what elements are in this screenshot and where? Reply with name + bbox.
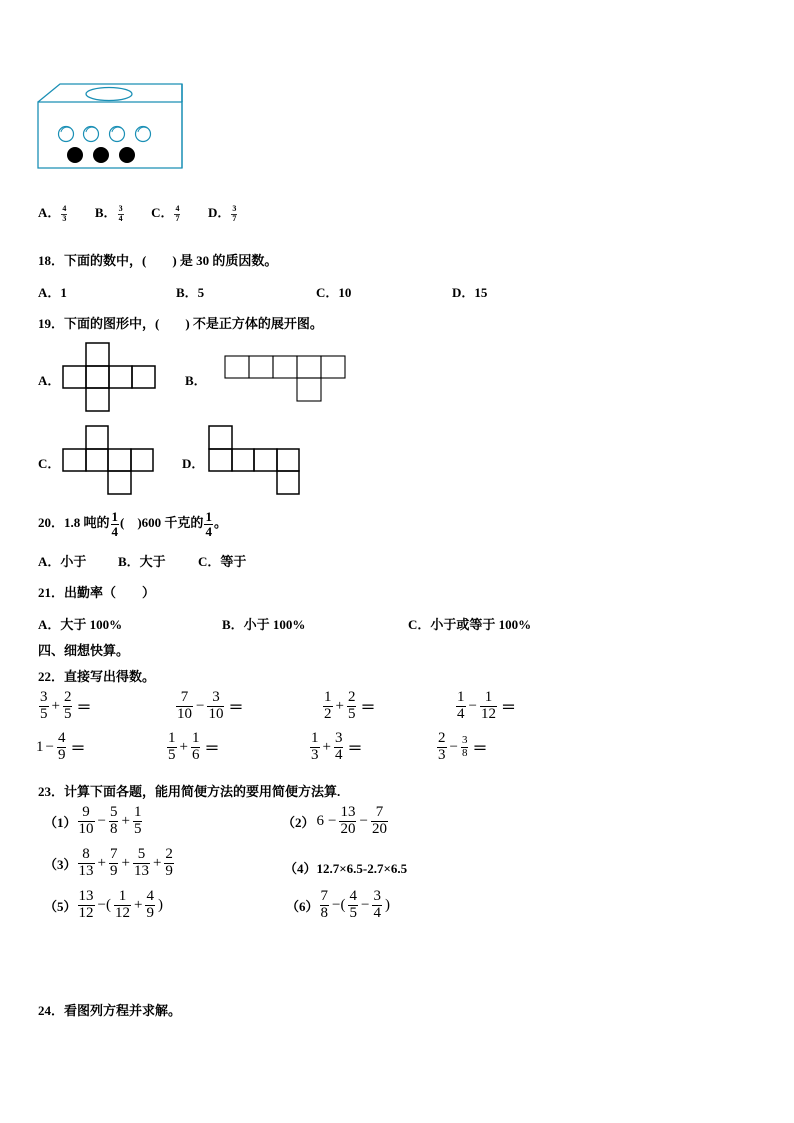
q23-problem-1: （1） $\frac{9}{10}$ − $\frac{5}{8}$ + $\frac{1}{5}$ [44, 804, 142, 837]
option-b[interactable]: B． $\frac{3}{4}$ [94, 204, 123, 223]
option-a[interactable]: A． $\frac{4}{3}$ [38, 204, 67, 223]
q18-stem: 18．下面的数中，( ) 是 30 的质因数。 [38, 253, 278, 268]
q20-option-c[interactable]: C．等于 [198, 554, 247, 569]
q21-option-a[interactable]: A．大于 100% [38, 617, 123, 632]
q18-option-b[interactable]: B．5 [176, 285, 205, 300]
q20-option-b[interactable]: B．大于 [118, 554, 166, 569]
q21-option-b[interactable]: B．小于 100% [222, 617, 306, 632]
q21-option-c[interactable]: C．小于或等于 100% [408, 617, 532, 632]
q22-expr-5: 1 − $\frac{4}{9}$ ＝ [36, 730, 86, 763]
net-d [209, 426, 299, 494]
q22-expr-4: $\frac{1}{4}$ − $\frac{1}{12}$ ＝ [457, 689, 516, 722]
q22-stem: 22．直接写出得数。 [38, 669, 156, 684]
q23-problem-3: （3） $\frac{8}{13}$ + $\frac{7}{9}$ + $\frac{5}{13}$ + $\frac{2}{9}$ [44, 846, 173, 879]
cube-net-figures [0, 0, 794, 520]
q22-expr-1: $\frac{3}{5}$ + $\frac{2}{5}$ ＝ [40, 689, 92, 722]
option-d[interactable]: D． $\frac{3}{7}$ [207, 204, 237, 223]
q23-problem-6: （6） $\frac{7}{8}$ −( $\frac{4}{5}$ − $\frac{3}{4}$ ) [286, 888, 390, 921]
q22-expr-2: $\frac{7}{10}$ − $\frac{3}{10}$ ＝ [177, 689, 244, 722]
q18-option-c[interactable]: C．10 [316, 285, 352, 300]
q19-stem: 19．下面的图形中，( ) 不是正方体的展开图。 [38, 316, 323, 331]
net-a [63, 343, 155, 411]
q23-problem-5: （5） $\frac{13}{12}$ −( $\frac{1}{12}$ + $\frac{4}{9}$ ) [44, 888, 163, 921]
option-c[interactable]: C． $\frac{4}{7}$ [151, 204, 180, 223]
net-b [225, 356, 345, 401]
q18-option-d[interactable]: D．15 [452, 285, 488, 300]
q22-expr-6: $\frac{1}{5}$ + $\frac{1}{6}$ ＝ [168, 730, 220, 763]
q22-expr-3: $\frac{1}{2}$ + $\frac{2}{5}$ ＝ [324, 689, 376, 722]
q19-label-d[interactable]: D． [182, 456, 205, 471]
q22-expr-7: $\frac{1}{3}$ + $\frac{3}{4}$ ＝ [311, 730, 363, 763]
q23-stem: 23．计算下面各题，能用简便方法的要用简便方法算. [38, 784, 341, 799]
q23-problem-2: （2） 6 − $\frac{13}{20}$ − $\frac{7}{20}$ [282, 804, 387, 837]
section-four-heading: 四、细想快算。 [38, 643, 130, 658]
q23-problem-4: （4）12.7×6.5-2.7×6.5 [284, 861, 408, 876]
q18-option-a[interactable]: A．1 [38, 285, 67, 300]
q19-label-c[interactable]: C． [38, 456, 61, 471]
q22-expr-8: $\frac{2}{3}$ − $\frac{3}{8}$ ＝ [438, 730, 488, 763]
q24-stem: 24．看图列方程并求解。 [38, 1003, 182, 1018]
q20-option-a[interactable]: A．小于 [38, 554, 87, 569]
net-c [63, 426, 153, 494]
q20-stem: 20．1.8 吨的 $\frac{1}{4}$ ( )600 千克的 $\frac{1}{4}$ 。 [38, 509, 227, 539]
q19-label-a[interactable]: A． [38, 373, 61, 388]
q21-stem: 21．出勤率（ ） [38, 585, 156, 600]
q19-label-b[interactable]: B． [185, 373, 207, 388]
